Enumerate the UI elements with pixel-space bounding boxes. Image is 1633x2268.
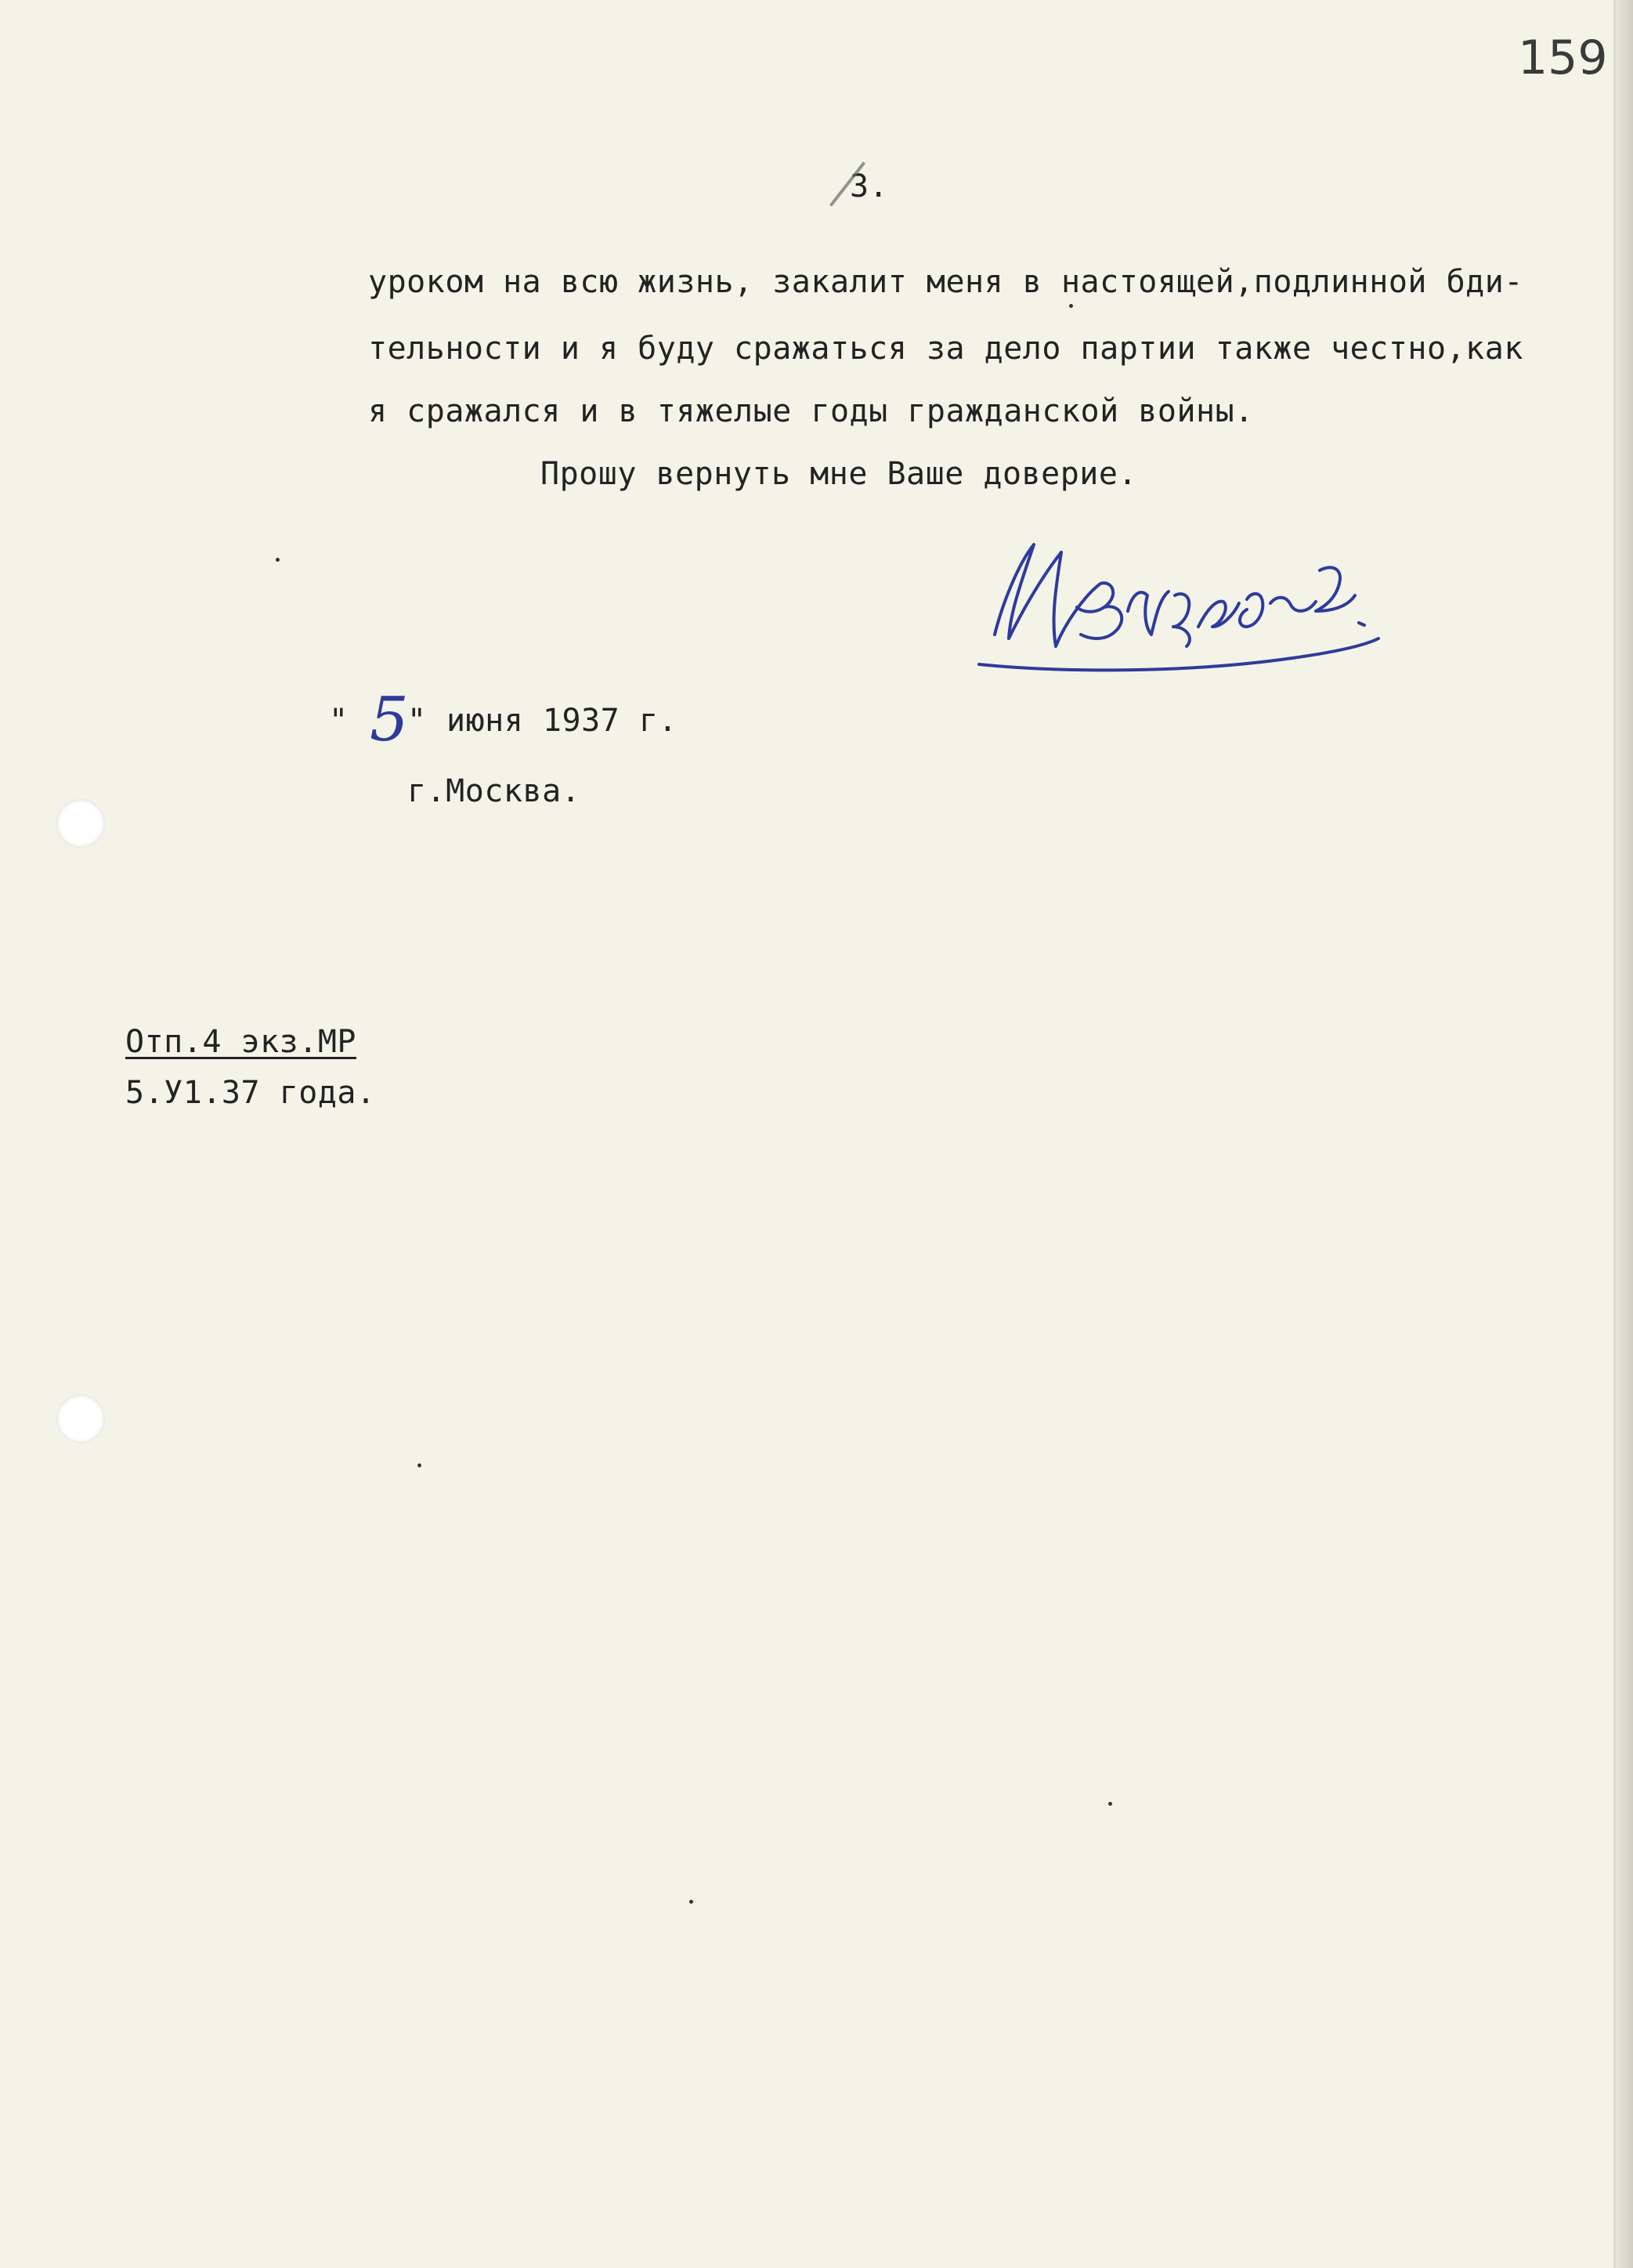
paper-speck: [417, 1463, 421, 1467]
signature-image: [963, 509, 1386, 689]
archive-sheet-number: 159: [1518, 31, 1608, 85]
date-month-year: июня 1937 г.: [446, 703, 677, 739]
page-number: 3.: [850, 168, 889, 204]
body-line-2: тельности и я буду сражаться за дело партии также честно,как: [368, 331, 1523, 367]
page-edge-shadow: [1616, 0, 1633, 2268]
request-line: Прошу вернуть мне Ваше доверие.: [540, 456, 1138, 492]
date-open-quote: ": [329, 703, 349, 739]
copies-date: 5.У1.37 года.: [125, 1075, 376, 1111]
punch-hole-top: [56, 799, 105, 848]
body-line-3: я сражался и в тяжелые годы гражданской войны.: [368, 393, 1254, 429]
copies-note: Отп.4 экз.МР: [125, 1024, 356, 1060]
paper-speck: [1069, 304, 1073, 308]
paper-speck: [689, 1900, 693, 1904]
body-line-1: уроком на всю жизнь, закалит меня в настоящей,подлинной бди-: [368, 264, 1523, 300]
punch-hole-bottom: [56, 1394, 105, 1443]
paper-speck: [1108, 1802, 1112, 1806]
date-day-handwritten: 5: [370, 685, 409, 755]
date-close-quote: ": [407, 703, 427, 739]
place-line: г.Москва.: [407, 773, 581, 809]
paper-speck: [276, 558, 280, 562]
